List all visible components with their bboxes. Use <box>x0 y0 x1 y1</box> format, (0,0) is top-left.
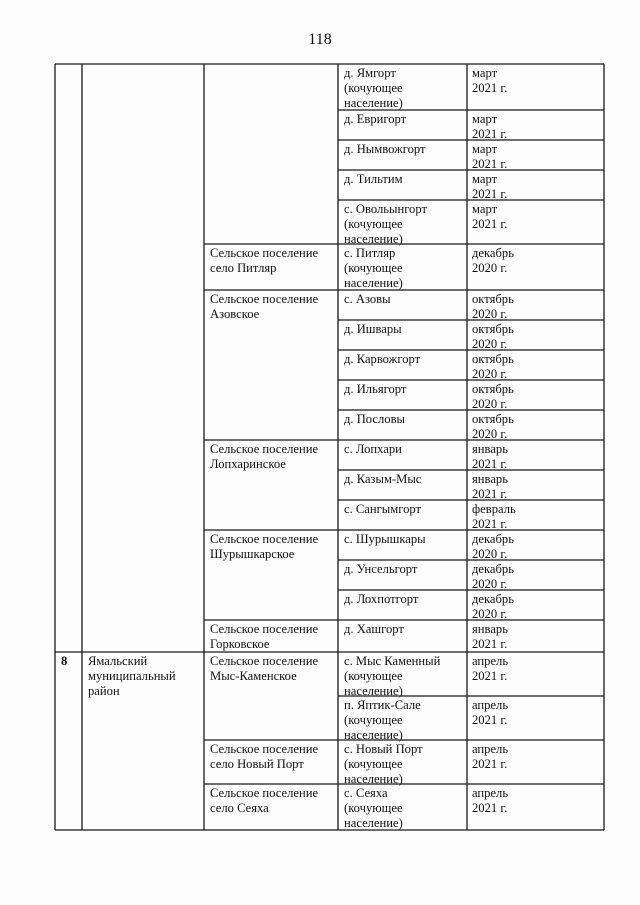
settlement-cell: д. Тильтим <box>344 172 403 186</box>
settlement-cell: с. Овольынгорт (кочующее население) <box>344 202 427 246</box>
page-number: 118 <box>308 31 332 48</box>
district-name: Ямальский муниципальный район <box>88 654 176 698</box>
settlement-cell: д. Лохпотгорт <box>344 592 419 606</box>
date-cell: апрель 2021 г. <box>472 742 509 771</box>
date-cell: январь 2021 г. <box>472 622 508 651</box>
date-cell: декабрь 2020 г. <box>472 592 514 621</box>
municipal-cell: Сельское поселение село Сеяха <box>210 786 319 815</box>
date-cell: октябрь 2020 г. <box>472 382 514 411</box>
date-cell: январь 2021 г. <box>472 442 508 471</box>
municipal-cell: Сельское поселение село Новый Порт <box>210 742 319 771</box>
date-cell: март 2021 г. <box>472 112 508 141</box>
settlement-cell: п. Яптик-Сале (кочующее население) <box>344 698 421 742</box>
settlement-cell: с. Сангымгорт <box>344 502 421 516</box>
date-cell: февраль 2021 г. <box>472 502 516 531</box>
settlement-cell: с. Сеяха (кочующее население) <box>344 786 403 830</box>
settlement-cell: с. Новый Порт (кочующее население) <box>344 742 423 786</box>
municipal-cell: Сельское поселение Шурышкарское <box>210 532 319 561</box>
settlement-cell: д. Пословы <box>344 412 405 426</box>
settlement-cell: с. Мыс Каменный (кочующее население) <box>344 654 441 698</box>
date-cell: март 2021 г. <box>472 142 508 171</box>
municipal-cell: Сельское поселение Лопхаринское <box>210 442 319 471</box>
settlement-cell: д. Ильягорт <box>344 382 407 396</box>
settlement-cell: д. Нымвожгорт <box>344 142 426 156</box>
settlement-cell: с. Шурышкары <box>344 532 426 546</box>
date-cell: апрель 2021 г. <box>472 654 509 683</box>
date-cell: апрель 2021 г. <box>472 698 509 727</box>
settlement-cell: д. Хашгорт <box>344 622 404 636</box>
date-cell: октябрь 2020 г. <box>472 352 514 381</box>
settlement-cell: с. Лопхари <box>344 442 402 456</box>
settlement-cell: с. Питляр (кочующее население) <box>344 246 403 290</box>
settlement-cell: д. Евригорт <box>344 112 407 126</box>
date-cell: март 2021 г. <box>472 202 508 231</box>
settlement-cell: д. Ишвары <box>344 322 402 336</box>
municipal-cell: Сельское поселение село Питляр <box>210 246 319 275</box>
date-cell: апрель 2021 г. <box>472 786 509 815</box>
municipal-cell: Сельское поселение Мыс-Каменское <box>210 654 319 683</box>
municipal-cell: Сельское поселение Горковское <box>210 622 319 651</box>
municipal-cell: Сельское поселение Азовское <box>210 292 319 321</box>
date-cell: декабрь 2020 г. <box>472 562 514 591</box>
date-cell: декабрь 2020 г. <box>472 246 514 275</box>
date-cell: март 2021 г. <box>472 66 508 95</box>
settlement-cell: д. Унсельгорт <box>344 562 418 576</box>
settlement-cell: д. Ямгорт (кочующее население) <box>344 66 403 110</box>
district-number: 8 <box>61 654 68 668</box>
settlement-cell: с. Азовы <box>344 292 391 306</box>
date-cell: март 2021 г. <box>472 172 508 201</box>
date-cell: октябрь 2020 г. <box>472 292 514 321</box>
date-cell: октябрь 2020 г. <box>472 412 514 441</box>
date-cell: январь 2021 г. <box>472 472 508 501</box>
date-cell: декабрь 2020 г. <box>472 532 514 561</box>
date-cell: октябрь 2020 г. <box>472 322 514 351</box>
settlement-cell: д. Казым-Мыс <box>344 472 422 486</box>
settlement-cell: д. Карвожгорт <box>344 352 421 366</box>
